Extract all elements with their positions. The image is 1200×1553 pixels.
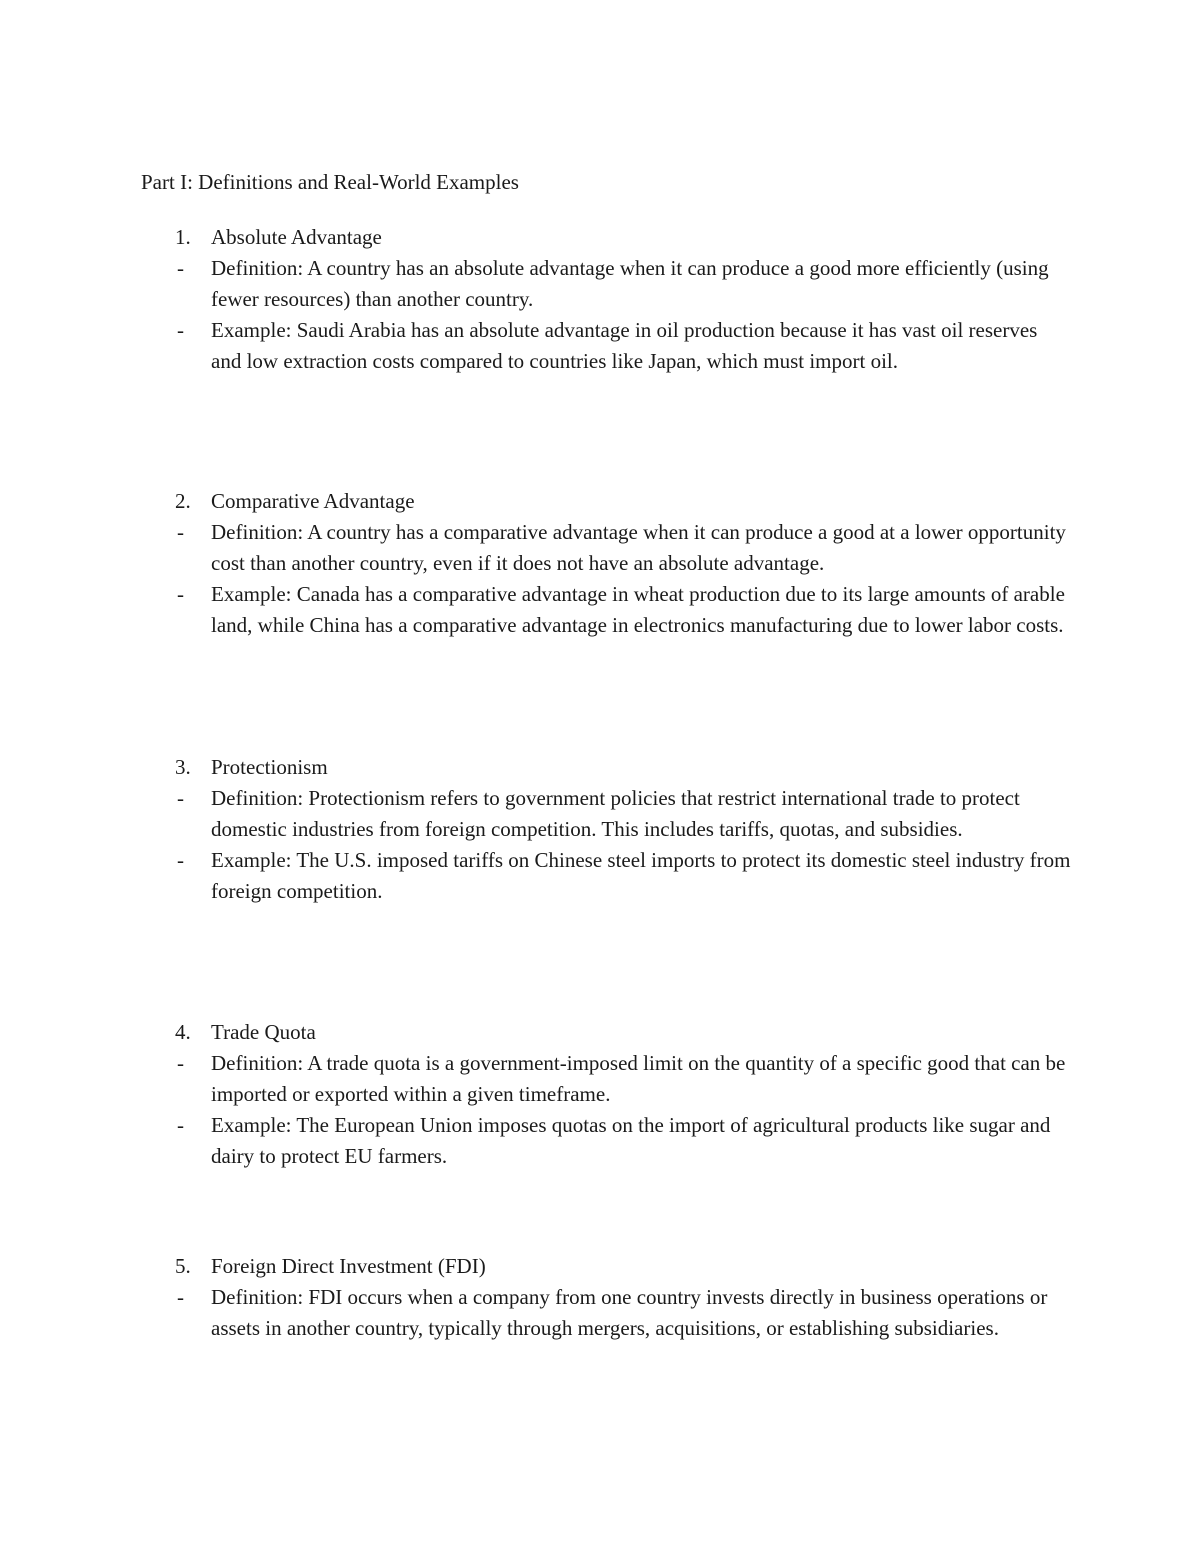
section-heading — [141, 486, 1071, 517]
definition-text: Definition: A country has a comparative advantage when it can produce a good at a lower opportunity cost than another country, even if it does not have an absolute advantage. — [211, 520, 1066, 575]
example-item — [141, 845, 1071, 907]
section-comparative-advantage — [141, 486, 1071, 641]
term-title: Absolute Advantage — [211, 225, 382, 249]
list-number: 2. — [175, 489, 191, 513]
section-trade-quota — [141, 1017, 1071, 1172]
section-heading — [141, 752, 1071, 783]
definition-text: Definition: FDI occurs when a company from one country invests directly in business operations or assets in another country, typically through mergers, acquisitions, or establishing subsidiaries. — [211, 1285, 1048, 1340]
bullet-dash: - — [177, 582, 184, 606]
example-item — [141, 1110, 1071, 1172]
bullet-dash: - — [177, 786, 184, 810]
bullet-dash: - — [177, 520, 184, 544]
example-text: Example: Saudi Arabia has an absolute advantage in oil production because it has vast oil reserves and low extraction costs compared to countries like Japan, which must import oil. — [211, 318, 1038, 373]
definition-text: Definition: A country has an absolute advantage when it can produce a good more efficiently (using fewer resources) than another country. — [211, 256, 1049, 311]
term-title: Foreign Direct Investment (FDI) — [211, 1254, 486, 1278]
section-foreign-direct-investment — [141, 1251, 1071, 1344]
bullet-dash: - — [177, 1051, 184, 1075]
bullet-dash: - — [177, 848, 184, 872]
term-title: Protectionism — [211, 755, 328, 779]
bullet-dash: - — [177, 1113, 184, 1137]
list-number: 4. — [175, 1020, 191, 1044]
section-heading — [141, 222, 1071, 253]
definition-item — [141, 1048, 1071, 1110]
term-title: Comparative Advantage — [211, 489, 415, 513]
example-item — [141, 579, 1071, 641]
example-text: Example: The U.S. imposed tariffs on Chinese steel imports to protect its domestic steel industry from foreign competition. — [211, 848, 1071, 903]
bullet-dash: - — [177, 318, 184, 342]
example-text: Example: The European Union imposes quotas on the import of agricultural products like sugar and dairy to protect EU farmers. — [211, 1113, 1051, 1168]
example-item — [141, 315, 1071, 377]
section-heading — [141, 1251, 1071, 1282]
definition-text: Definition: Protectionism refers to government policies that restrict international trade to protect domestic industries from foreign competition. This includes tariffs, quotas, and subsidies. — [211, 786, 1020, 841]
definition-item — [141, 253, 1071, 315]
part-title: Part I: Definitions and Real-World Examples — [141, 170, 519, 194]
bullet-dash: - — [177, 256, 184, 280]
section-heading — [141, 1017, 1071, 1048]
definition-item — [141, 517, 1071, 579]
section-absolute-advantage — [141, 222, 1071, 377]
example-text: Example: Canada has a comparative advantage in wheat production due to its large amounts of arable land, while China has a comparative advantage in electronics manufacturing due to lower labor costs. — [211, 582, 1065, 637]
term-title: Trade Quota — [211, 1020, 316, 1044]
definition-item — [141, 783, 1071, 845]
list-number: 1. — [175, 225, 191, 249]
definition-item — [141, 1282, 1071, 1344]
list-number: 3. — [175, 755, 191, 779]
list-number: 5. — [175, 1254, 191, 1278]
definition-text: Definition: A trade quota is a government-imposed limit on the quantity of a specific good that can be imported or exported within a given timeframe. — [211, 1051, 1066, 1106]
bullet-dash: - — [177, 1285, 184, 1309]
section-protectionism — [141, 752, 1071, 907]
